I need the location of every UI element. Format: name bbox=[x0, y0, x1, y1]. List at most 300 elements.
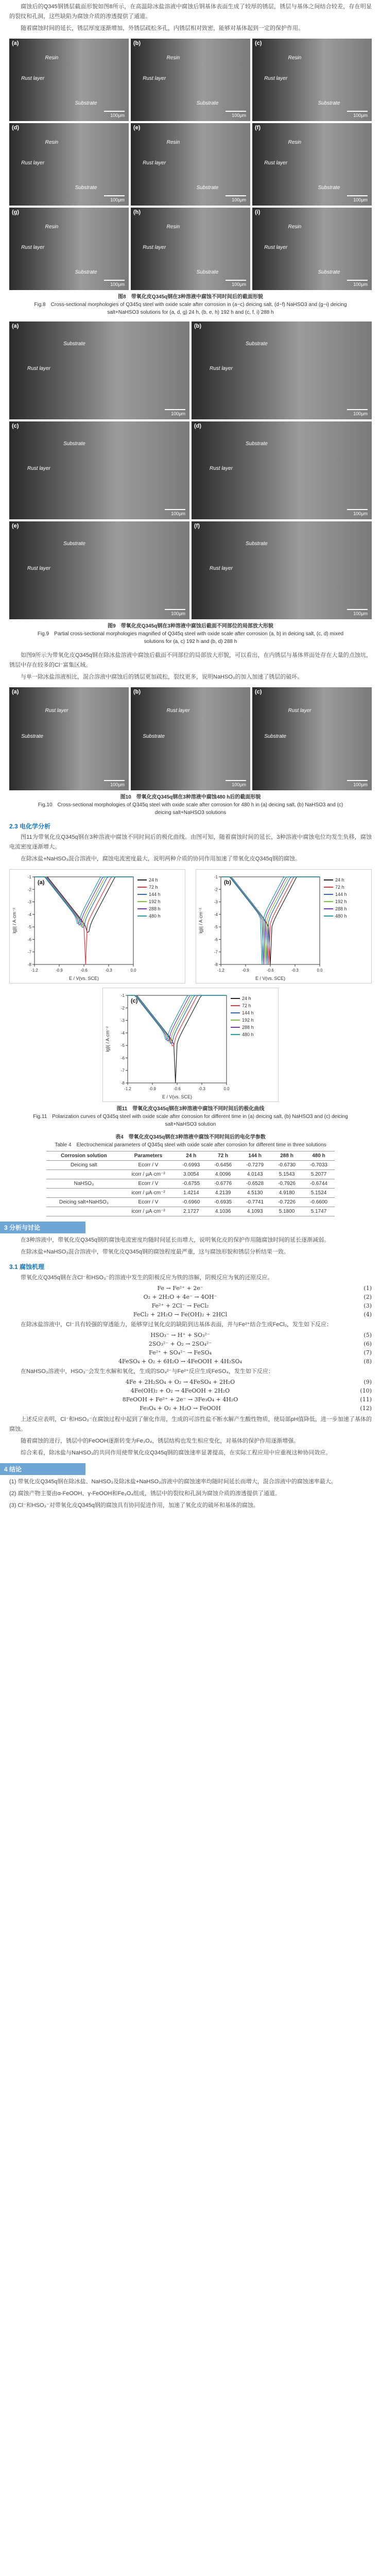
panel-tag: Substrate bbox=[318, 185, 340, 191]
table-cell: 5.1747 bbox=[303, 1207, 335, 1216]
panel-label: (c) bbox=[131, 998, 138, 1004]
table-cell: 1.4214 bbox=[175, 1189, 207, 1198]
legend-entry: 144 h bbox=[242, 1010, 254, 1015]
table-cell: -0.7226 bbox=[271, 1198, 303, 1207]
table-header-row bbox=[46, 1151, 335, 1161]
paragraph: 上述反应表明，Cl⁻和HSO₃⁻在腐蚀过程中起到了催化作用，生成的可溶性盐不断水解产生酸性物质，使局部pH值降低，进一步加速了基体的腐蚀。 bbox=[9, 1416, 372, 1432]
table-cell: 4.1036 bbox=[207, 1207, 239, 1216]
micrograph-panel bbox=[131, 687, 250, 790]
scale-label: 100μm bbox=[232, 782, 246, 787]
panel-tag: Substrate bbox=[196, 100, 219, 106]
equation-number: (7) bbox=[363, 1349, 372, 1356]
y-tick-label: -1 bbox=[214, 875, 218, 879]
y-tick-label: -7 bbox=[27, 950, 31, 955]
legend-entry: 480 h bbox=[149, 913, 161, 919]
paragraph: 在NaHSO₃溶液中，HSO₃⁻会发生水解和氧化，生成的SO₄²⁻与Fe²⁺反应生成FeSO₄，发生如下反应： bbox=[21, 1368, 274, 1375]
caption-en: Fig.8 Cross-sectional morphologies of Q345q steel with oxide scale after corrosion in (a~c) deicing salt, (d~f) NaHSO3 and (g~i) deicing salt+NaHSO3 solutions for (a, d, g) 24 h, (b, e, h) 192 h and (c, f, i) 288 h bbox=[34, 302, 347, 315]
table-4 bbox=[9, 1133, 372, 1216]
table-cell: -0.6776 bbox=[207, 1179, 239, 1189]
equation bbox=[9, 1294, 372, 1300]
panel-tag: Rust layer bbox=[143, 76, 166, 81]
figure-11 bbox=[9, 869, 372, 1128]
y-tick-label: -8 bbox=[214, 962, 218, 967]
legend-entry: 24 h bbox=[335, 877, 344, 883]
x-tick-label: -0.9 bbox=[56, 968, 63, 973]
y-tick-label: -3 bbox=[27, 900, 31, 905]
micrograph-panel bbox=[252, 39, 372, 121]
table-cell: Ecorr / V bbox=[122, 1198, 176, 1207]
equation-number: (9) bbox=[363, 1379, 372, 1385]
panel-tag: Substrate bbox=[264, 734, 286, 739]
x-tick-label: 0.0 bbox=[130, 968, 136, 973]
micrograph-panel bbox=[131, 39, 250, 121]
panel-label: (b) bbox=[133, 40, 141, 46]
series-line bbox=[221, 877, 320, 964]
plot-frame bbox=[128, 995, 227, 1083]
panel-tag: Substrate bbox=[63, 441, 85, 447]
equation-number: (2) bbox=[363, 1294, 372, 1300]
polarization-chart-a bbox=[9, 869, 185, 984]
panel-tag: Rust layer bbox=[45, 708, 68, 714]
figure-10 bbox=[9, 687, 372, 817]
legend-entry: 480 h bbox=[242, 1032, 254, 1037]
scale-label: 100μm bbox=[353, 411, 368, 416]
panel-tag: Resin bbox=[45, 140, 59, 145]
equation-expression: Fe²⁺ + SO₄²⁻ → FeSO₄ bbox=[149, 1349, 212, 1356]
panel-tag: Rust layer bbox=[166, 708, 190, 714]
legend-entry: 288 h bbox=[335, 906, 347, 911]
scale-label: 100μm bbox=[232, 282, 246, 287]
caption-cn: 图11 带氧化皮Q345q钢在3种溶液中腐蚀不同时间后的极化曲线 bbox=[116, 1106, 265, 1112]
scale-label: 100μm bbox=[110, 113, 125, 118]
electrochemical-table bbox=[46, 1151, 335, 1216]
scale-bar bbox=[104, 195, 125, 196]
x-tick-label: -1.2 bbox=[217, 968, 224, 973]
scale-bar bbox=[226, 780, 246, 781]
panel-tag: Rust layer bbox=[264, 245, 288, 250]
table-cell: 4.0143 bbox=[239, 1170, 271, 1179]
equation-block bbox=[0, 1379, 381, 1412]
scale-label: 100μm bbox=[353, 282, 368, 287]
conclusion-list bbox=[9, 1477, 372, 1511]
micrograph-panel bbox=[9, 321, 189, 419]
table-row bbox=[46, 1207, 335, 1216]
y-tick-label: -7 bbox=[120, 1068, 125, 1073]
micrograph-panel bbox=[192, 321, 372, 419]
x-tick-label: -0.6 bbox=[80, 968, 88, 973]
panel-tag: Substrate bbox=[196, 185, 219, 191]
scale-bar bbox=[226, 280, 246, 281]
micrograph-panel bbox=[9, 421, 189, 519]
series-line bbox=[221, 877, 320, 964]
panel-tag: Rust layer bbox=[210, 365, 233, 371]
caption-en: Fig.10 Cross-sectional morphologies of Q345q steel with oxide scale after corrosion for 480 h in (a) deicing salt, (b) NaHSO3 and (c) deicing salt+NaHSO3 solutions bbox=[38, 802, 343, 816]
panel-label: (b) bbox=[194, 323, 202, 329]
scale-label: 100μm bbox=[171, 611, 185, 616]
plot-frame bbox=[34, 877, 133, 964]
fig10-grid bbox=[9, 687, 372, 790]
table4-caption bbox=[30, 1133, 351, 1149]
series-line bbox=[221, 877, 320, 964]
legend-entry: 192 h bbox=[335, 899, 347, 904]
table-cell: Ecorr / V bbox=[122, 1161, 176, 1170]
caption-en: Fig.9 Partial cross-sectional morphologies magnified of Q345q steel with oxide scale after corrosion (a, b) in deicing salt, (c, d) mixed solutions for (a, c) 192 h and (b, d) 288 h bbox=[37, 631, 344, 645]
y-tick-label: -8 bbox=[120, 1081, 125, 1086]
scale-bar bbox=[347, 409, 368, 410]
micrograph-panel bbox=[9, 208, 129, 290]
panel-tag: Rust layer bbox=[264, 76, 288, 81]
fig10-caption bbox=[30, 793, 351, 817]
equation-expression: 4Fe + 2H₂SO₄ + O₂ → 4FeSO₄ + 2H₂O bbox=[125, 1379, 235, 1385]
y-tick-label: -2 bbox=[214, 887, 218, 892]
micrograph-panel bbox=[9, 687, 129, 790]
y-tick-label: -2 bbox=[120, 1006, 125, 1011]
x-tick-label: -0.9 bbox=[149, 1087, 156, 1091]
y-tick-label: -6 bbox=[214, 937, 218, 942]
panel-tag: Substrate bbox=[246, 441, 268, 447]
panel-tag: Substrate bbox=[246, 341, 268, 347]
equation-block bbox=[0, 1285, 381, 1318]
panel-tag: Resin bbox=[166, 140, 180, 145]
panel-tag: Substrate bbox=[75, 269, 97, 275]
figure-8 bbox=[9, 39, 372, 316]
table-cell: 4.2139 bbox=[207, 1189, 239, 1198]
paragraph: 在除冰盐+NaHSO₃混合溶液中，带氧化皮Q345q钢的腐蚀程度最严重，这与腐蚀形貌和锈层分析结果一致。 bbox=[21, 1249, 289, 1255]
panel-label: (c) bbox=[12, 423, 19, 429]
table-cell: 5.1543 bbox=[271, 1170, 303, 1179]
table-cell: -0.6993 bbox=[175, 1161, 207, 1170]
table-body bbox=[46, 1161, 335, 1216]
series-line bbox=[221, 877, 320, 964]
panel-tag: Resin bbox=[288, 55, 302, 61]
y-axis-label: lg|i| / A·cm⁻² bbox=[12, 908, 17, 934]
equation-number: (5) bbox=[363, 1332, 372, 1338]
equation bbox=[9, 1332, 372, 1338]
series-line bbox=[34, 877, 133, 964]
x-axis-label: E / V(vs. SCE) bbox=[255, 976, 286, 981]
panel-label: (d) bbox=[194, 423, 202, 429]
x-tick-label: -0.6 bbox=[174, 1087, 181, 1091]
panel-label: (d) bbox=[12, 125, 20, 131]
series-line bbox=[221, 877, 320, 964]
equation-expression: HSO₃⁻ → H⁺ + SO₃²⁻ bbox=[150, 1332, 210, 1338]
scale-bar bbox=[347, 609, 368, 610]
equation-expression: 2SO₃²⁻ + O₂ → 2SO₄²⁻ bbox=[148, 1341, 212, 1347]
table-cell: 4.1093 bbox=[239, 1207, 271, 1216]
scale-label: 100μm bbox=[353, 782, 368, 787]
table-row bbox=[46, 1161, 335, 1170]
panel-label: (a) bbox=[12, 689, 19, 695]
table-cell: -0.7279 bbox=[239, 1161, 271, 1170]
table-cell: 4.5130 bbox=[239, 1189, 271, 1198]
x-tick-label: -0.3 bbox=[105, 968, 112, 973]
table-row bbox=[46, 1189, 335, 1198]
table-header-cell: 72 h bbox=[207, 1151, 239, 1161]
scale-label: 100μm bbox=[110, 197, 125, 202]
equation-number: (8) bbox=[363, 1358, 372, 1365]
list-item: (2) 腐蚀产物主要由α-FeOOH、γ-FeOOH和Fe₃O₄组成，锈层中的裂纹和孔洞为腐蚀介质的渗透提供了通道。 bbox=[9, 1490, 281, 1497]
legend-entry: 288 h bbox=[149, 906, 161, 911]
equation bbox=[9, 1387, 372, 1394]
equation-expression: Fe → Fe²⁺ + 2e⁻ bbox=[157, 1285, 203, 1292]
panel-label: (c) bbox=[255, 689, 262, 695]
legend-entry: 72 h bbox=[149, 885, 158, 890]
paragraph: 在除冰盐+NaHSO₃混合溶液中，腐蚀电流密度最大，说明两种介质的协同作用加速了带氧化皮Q345q钢的腐蚀。 bbox=[21, 856, 301, 862]
panel-label: (b) bbox=[224, 879, 232, 886]
y-tick-label: -7 bbox=[214, 950, 218, 955]
y-tick-label: -5 bbox=[27, 925, 31, 930]
table-cell: 5.2077 bbox=[303, 1170, 335, 1179]
figure-9 bbox=[9, 321, 372, 646]
paragraph: 与单一除冰盐溶液相比，混合溶液中腐蚀后的锈层更加疏松，裂纹更多，说明NaHSO₃的加入加速了锈层的破坏。 bbox=[21, 674, 303, 680]
y-axis-label: lg|i| / A·cm⁻² bbox=[198, 908, 203, 934]
equation-expression: 4Fe(OH)₂ + O₂ → 4FeOOH + 2H₂O bbox=[130, 1387, 230, 1394]
scale-bar bbox=[347, 195, 368, 196]
equation-number: (4) bbox=[363, 1311, 372, 1318]
legend-entry: 24 h bbox=[242, 996, 251, 1001]
panel-tag: Substrate bbox=[196, 269, 219, 275]
x-tick-label: -0.3 bbox=[291, 968, 299, 973]
scale-bar bbox=[347, 111, 368, 112]
table-cell bbox=[46, 1170, 122, 1179]
equation-expression: Fe²⁺ + 2Cl⁻ → FeCl₂ bbox=[151, 1302, 209, 1309]
table-cell: 5.1800 bbox=[271, 1207, 303, 1216]
table-cell: -0.6744 bbox=[303, 1179, 335, 1189]
panel-tag: Rust layer bbox=[264, 160, 288, 166]
panel-tag: Substrate bbox=[75, 100, 97, 106]
equation-number: (12) bbox=[360, 1405, 372, 1412]
y-tick-label: -5 bbox=[214, 925, 218, 930]
equation-expression: Fe₃O₄ + O₂ + H₂O → FeOOH bbox=[140, 1405, 221, 1412]
panel-label: (f) bbox=[255, 125, 261, 131]
panel-tag: Rust layer bbox=[210, 565, 233, 571]
scale-bar bbox=[347, 509, 368, 510]
panel-label: (e) bbox=[133, 125, 141, 131]
legend-entry: 24 h bbox=[149, 877, 158, 883]
mid-text bbox=[9, 651, 372, 682]
y-tick-label: -1 bbox=[27, 875, 31, 879]
scale-label: 100μm bbox=[232, 197, 246, 202]
panel-tag: Substrate bbox=[143, 734, 165, 739]
table-cell: 3.0054 bbox=[175, 1170, 207, 1179]
table-cell: -0.7033 bbox=[303, 1161, 335, 1170]
intro-text bbox=[9, 0, 372, 33]
micrograph-panel bbox=[9, 39, 129, 121]
y-axis-label: lg|i| / A·cm⁻² bbox=[105, 1026, 110, 1052]
table-cell: -0.6960 bbox=[175, 1198, 207, 1207]
panel-label: (e) bbox=[12, 523, 19, 529]
list-item: (1) 带氧化皮Q345q钢在除冰盐、NaHSO₃及除冰盐+NaHSO₃溶液中的腐蚀速率均随时间延长而增大，混合溶液中的腐蚀速率最大。 bbox=[9, 1479, 337, 1485]
table-cell: NaHSO₃ bbox=[46, 1179, 122, 1189]
section-31-text-2 bbox=[9, 1320, 372, 1330]
legend-entry: 192 h bbox=[149, 899, 161, 904]
scale-label: 100μm bbox=[353, 511, 368, 516]
caption-cn: 图8 带氧化皮Q345q钢在3种溶液中腐蚀不同时间后的截面形貌 bbox=[118, 294, 263, 300]
micrograph-panel bbox=[192, 521, 372, 619]
table-header-cell: 24 h bbox=[175, 1151, 207, 1161]
table-cell: -0.6730 bbox=[271, 1161, 303, 1170]
scale-label: 100μm bbox=[171, 411, 185, 416]
legend-entry: 72 h bbox=[242, 1003, 251, 1008]
equation-number: (3) bbox=[363, 1302, 372, 1309]
micrograph-panel bbox=[9, 521, 189, 619]
table-cell: 5.1524 bbox=[303, 1189, 335, 1198]
panel-tag: Substrate bbox=[75, 185, 97, 191]
micrograph-panel bbox=[131, 208, 250, 290]
panel-tag: Substrate bbox=[21, 734, 43, 739]
equation bbox=[9, 1311, 372, 1318]
equation bbox=[9, 1302, 372, 1309]
table-cell: icorr / μA·cm⁻² bbox=[122, 1207, 176, 1216]
y-tick-label: -6 bbox=[120, 1056, 125, 1061]
table-header-cell: 480 h bbox=[303, 1151, 335, 1161]
y-tick-label: -4 bbox=[120, 1030, 125, 1036]
equation-block bbox=[0, 1332, 381, 1365]
panel-label: (f) bbox=[194, 523, 200, 529]
table-cell: -0.6528 bbox=[239, 1179, 271, 1189]
y-tick-label: -3 bbox=[120, 1018, 125, 1023]
caption-cn: 图10 带氧化皮Q345q钢在3种溶液中腐蚀480 h后的截面形貌 bbox=[120, 794, 261, 800]
section-31-text bbox=[9, 1273, 372, 1283]
scale-bar bbox=[347, 280, 368, 281]
scale-label: 100μm bbox=[232, 113, 246, 118]
equation-number: (11) bbox=[360, 1396, 372, 1403]
scale-bar bbox=[165, 409, 185, 410]
panel-tag: Rust layer bbox=[21, 245, 45, 250]
legend-entry: 192 h bbox=[242, 1018, 254, 1023]
x-axis-label: E / V(vs. SCE) bbox=[68, 976, 99, 981]
panel-tag: Resin bbox=[45, 55, 59, 61]
panel-tag: Rust layer bbox=[288, 708, 311, 714]
table-header-cell: 144 h bbox=[239, 1151, 271, 1161]
panel-label: (a) bbox=[12, 323, 19, 329]
equation bbox=[9, 1341, 372, 1347]
section-heading: 3.1 腐蚀机理 bbox=[9, 1263, 45, 1270]
equation-number: (6) bbox=[363, 1341, 372, 1347]
equation bbox=[9, 1396, 372, 1403]
series-line bbox=[34, 877, 133, 924]
equation bbox=[9, 1285, 372, 1292]
paragraph: 带氧化皮Q345q钢在含Cl⁻和HSO₃⁻的溶液中发生的阳极反应为铁的溶解，阴极反应为氧的还原反应。 bbox=[21, 1275, 273, 1281]
paragraph: 如图9所示为带氧化皮Q345q钢在除冰盐溶液中腐蚀后截面不同部位的局部放大形貌，可以看出，在内锈层与基体界面处存在大量的点蚀坑，锈层中存在较多的Cl⁻富集区域。 bbox=[9, 652, 372, 668]
x-tick-label: 0.0 bbox=[223, 1087, 230, 1091]
y-tick-label: -4 bbox=[27, 912, 31, 917]
panel-tag: Rust layer bbox=[143, 160, 166, 166]
scale-label: 100μm bbox=[171, 511, 185, 516]
caption-cn: 表4 带氧化皮Q345q钢在3种溶液中腐蚀不同时间后的电化学参数 bbox=[115, 1134, 266, 1140]
micrograph-panel bbox=[252, 208, 372, 290]
panel-tag: Substrate bbox=[63, 341, 85, 347]
scale-bar bbox=[165, 609, 185, 610]
fig8-grid bbox=[9, 39, 372, 290]
series-line bbox=[34, 877, 133, 933]
panel-tag: Resin bbox=[288, 224, 302, 230]
table-cell: icorr / μA·cm⁻² bbox=[122, 1189, 176, 1198]
micrograph-panel bbox=[252, 687, 372, 790]
x-tick-label: -1.2 bbox=[31, 968, 38, 973]
x-tick-label: -0.6 bbox=[267, 968, 274, 973]
fig9-grid bbox=[9, 321, 372, 619]
y-tick-label: -3 bbox=[214, 900, 218, 905]
series-line bbox=[221, 877, 320, 964]
scale-bar bbox=[104, 111, 125, 112]
table-row bbox=[46, 1198, 335, 1207]
x-axis-label: E / V(vs. SCE) bbox=[162, 1094, 193, 1099]
polarization-chart-c bbox=[102, 988, 279, 1102]
scale-bar bbox=[165, 509, 185, 510]
panel-label: (a) bbox=[38, 879, 45, 886]
panel-tag: Rust layer bbox=[27, 365, 51, 371]
x-tick-label: -0.3 bbox=[198, 1087, 205, 1091]
panel-tag: Resin bbox=[166, 224, 180, 230]
legend-entry: 144 h bbox=[335, 892, 347, 897]
x-tick-label: -1.2 bbox=[124, 1087, 131, 1091]
table-cell: 2.1727 bbox=[175, 1207, 207, 1216]
section-31-text-3 bbox=[9, 1367, 372, 1377]
y-tick-label: -6 bbox=[27, 937, 31, 942]
section-23-text bbox=[9, 833, 372, 864]
series-line bbox=[34, 877, 133, 925]
fig11-caption bbox=[30, 1105, 351, 1128]
table-cell: icorr / μA·cm⁻² bbox=[122, 1170, 176, 1179]
equation-number: (10) bbox=[360, 1387, 372, 1394]
caption-cn: 图9 带氧化皮Q345q钢在3种溶液中腐蚀后截面不同部位的局部放大形貌 bbox=[108, 623, 273, 629]
section-bar: 4 结论 bbox=[0, 1463, 85, 1475]
table-row bbox=[46, 1170, 335, 1179]
table-cell: Deicing salt+NaHSO₃ bbox=[46, 1198, 122, 1207]
scale-label: 100μm bbox=[353, 611, 368, 616]
legend-entry: 480 h bbox=[335, 913, 347, 919]
paragraph: 随着腐蚀时间的延长，锈层厚度逐渐增加，外锈层疏松多孔，内锈层相对致密，能够对基体起到一定的保护作用。 bbox=[21, 25, 304, 31]
caption-en: Table 4 Electrochemical parameters of Q345q steel with oxide scale after corrosion for different time in three solutions bbox=[55, 1142, 326, 1148]
panel-label: (i) bbox=[255, 209, 261, 215]
paragraph: 腐蚀后的Q345钢锈层截面形貌如图8所示，在高温除冰盐溶液中腐蚀后钢基体表面生成了较厚的锈层，锈层与基体之间结合较差，存在明显的裂纹和孔洞，这些缺陷为腐蚀介质的渗透提供了通道。 bbox=[9, 4, 372, 20]
fig9-caption bbox=[30, 622, 351, 646]
panel-tag: Substrate bbox=[318, 100, 340, 106]
panel-tag: Resin bbox=[45, 224, 59, 230]
panel-tag: Rust layer bbox=[143, 245, 166, 250]
equation-expression: 8FeOOH + Fe²⁺ + 2e⁻ → 3Fe₃O₄ + 4H₂O bbox=[122, 1396, 238, 1403]
y-tick-label: -8 bbox=[27, 962, 31, 967]
equation-expression: FeCl₂ + 2H₂O → Fe(OH)₂ + 2HCl bbox=[133, 1311, 228, 1318]
panel-tag: Rust layer bbox=[210, 465, 233, 471]
equation-number: (1) bbox=[363, 1285, 372, 1292]
table-cell: 4.0096 bbox=[207, 1170, 239, 1179]
panel-label: (a) bbox=[12, 40, 19, 46]
panel-tag: Rust layer bbox=[21, 76, 45, 81]
scale-bar bbox=[104, 280, 125, 281]
equation bbox=[9, 1358, 372, 1365]
scale-label: 100μm bbox=[110, 782, 125, 787]
scale-bar bbox=[104, 780, 125, 781]
polarization-chart-b bbox=[196, 869, 372, 984]
panel-tag: Rust layer bbox=[27, 565, 51, 571]
section-32-text bbox=[9, 1415, 372, 1458]
table-header-cell: Parameters bbox=[122, 1151, 176, 1161]
micrograph-panel bbox=[9, 123, 129, 206]
caption-en: Fig.11 Polarization curves of Q345q steel with oxide scale after corrosion for different time in (a) deicing salt, (b) NaHSO3 and (c) deicing salt+NaHSO3 solution bbox=[33, 1114, 348, 1127]
equation bbox=[9, 1349, 372, 1356]
panel-tag: Substrate bbox=[63, 541, 85, 547]
table-cell: Deicing salt bbox=[46, 1161, 122, 1170]
panel-label: (h) bbox=[133, 209, 141, 215]
table-cell bbox=[46, 1189, 122, 1198]
legend-entry: 72 h bbox=[335, 885, 344, 890]
table-cell: -0.7741 bbox=[239, 1198, 271, 1207]
x-tick-label: -0.9 bbox=[242, 968, 249, 973]
scale-label: 100μm bbox=[353, 113, 368, 118]
paragraph: 随着腐蚀的进行，锈层中的FeOOH逐渐转变为Fe₃O₄，锈层结构也发生相应变化，对基体的保护作用逐渐增强。 bbox=[21, 1438, 300, 1444]
